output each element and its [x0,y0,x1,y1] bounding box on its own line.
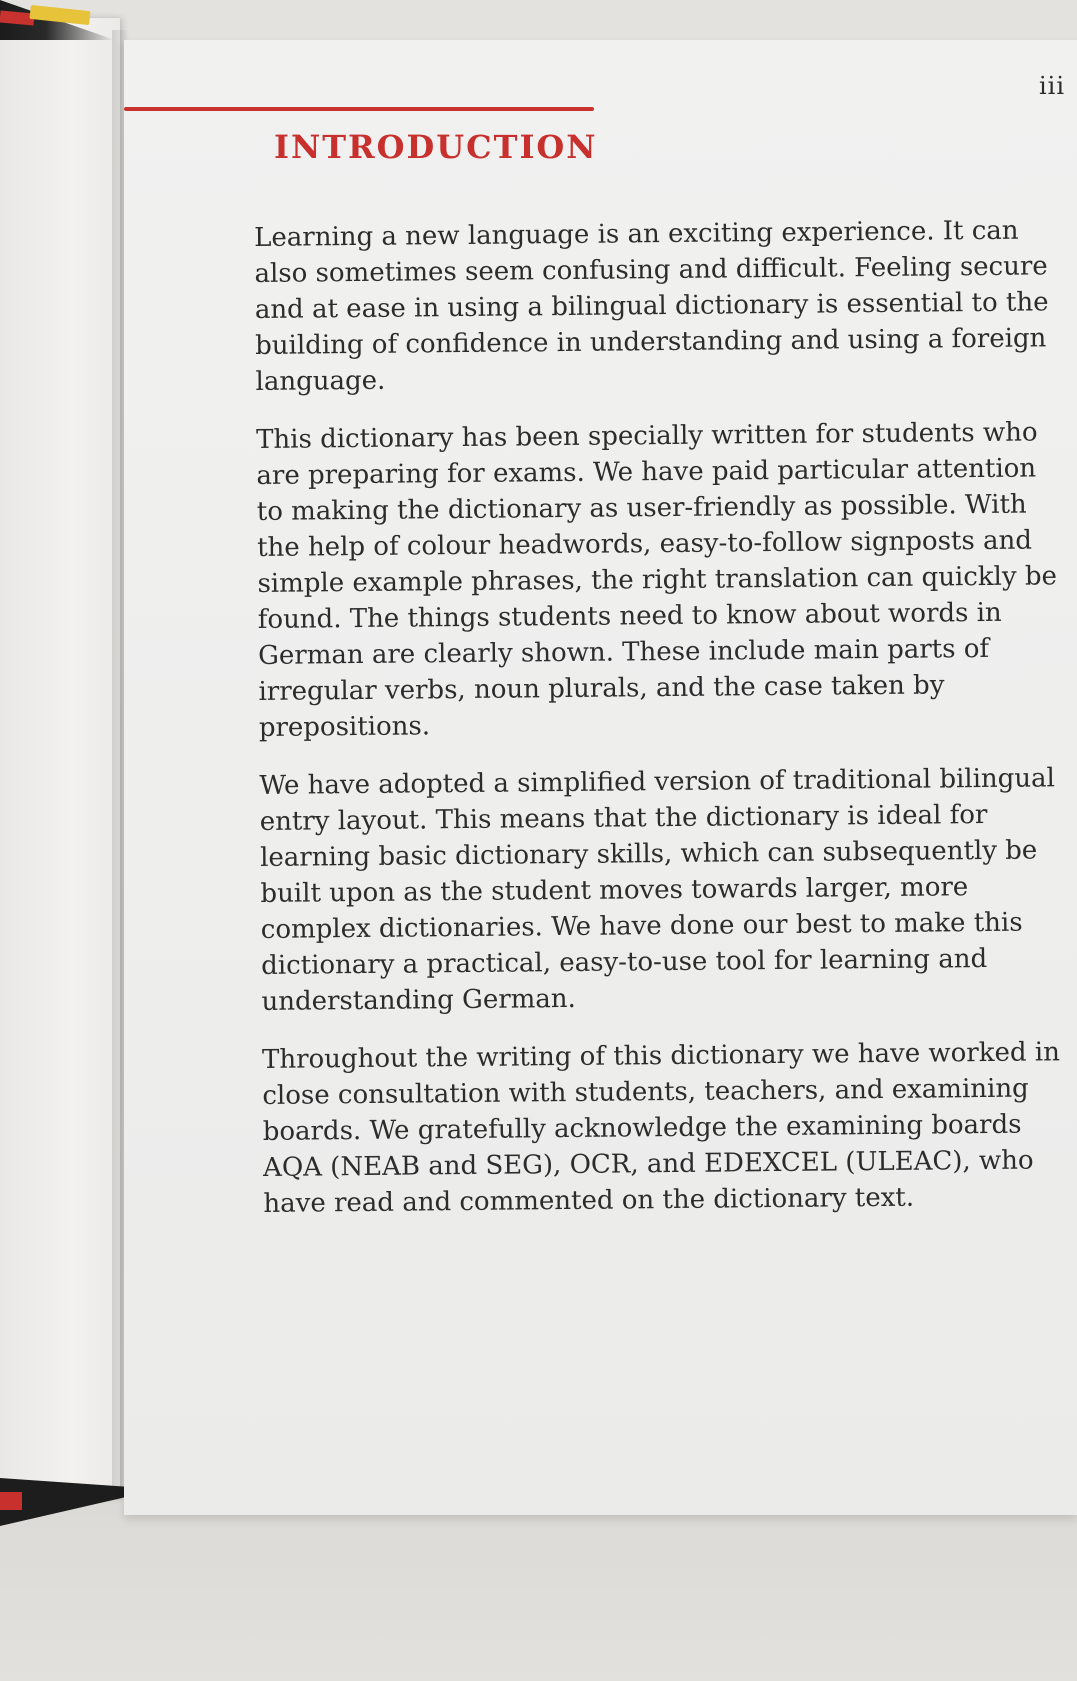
introduction-body [254,212,1064,1244]
facing-page-edge [0,18,120,1498]
paragraph-1: Learning a new language is an exciting experience. It can also sometimes seem confusing and difficult. Feeling secure and at ease in using a bilingual dictionary is essential to the building of confidence in understanding and using a foreign language. [254,215,1049,397]
heading-rule [124,107,594,111]
book-cover-bottom-red [0,1492,22,1510]
paragraph-3: We have adopted a simplified version of traditional bilingual entry layout. This means that the dictionary is ideal for learning basic dictionary skills, which can subsequently be built upon as the student moves towards larger, more complex dictionaries. We have done our best to make this dictionary a practical, easy-to-use tool for learning and understanding German. [259,763,1056,1017]
page-number: iii [1038,72,1065,100]
paragraph-2: This dictionary has been specially written for students who are preparing for exams. We have paid particular attention to making the dictionary as user-friendly as possible. With the help of colour headwords, easy-to-follow signposts and simple example phrases, the right translation can quickly be found. The things students need to know about words in German are clearly shown. These include main parts of irregular verbs, noun plurals, and the case taken by prepositions. [255,417,1058,743]
page-heading: INTRODUCTION [274,128,598,166]
paragraph-4: Throughout the writing of this dictionary we have worked in close consultation with students, teachers, and examining boards. We gratefully acknowledge the examining boards AQA (NEAB and SEG), OCR, and EDEXCEL (ULEAC), who have read and commented on the dictionary text. [261,1037,1061,1219]
table-surface [0,1500,1077,1681]
dictionary-page [124,40,1077,1515]
page-content [124,40,1077,1515]
